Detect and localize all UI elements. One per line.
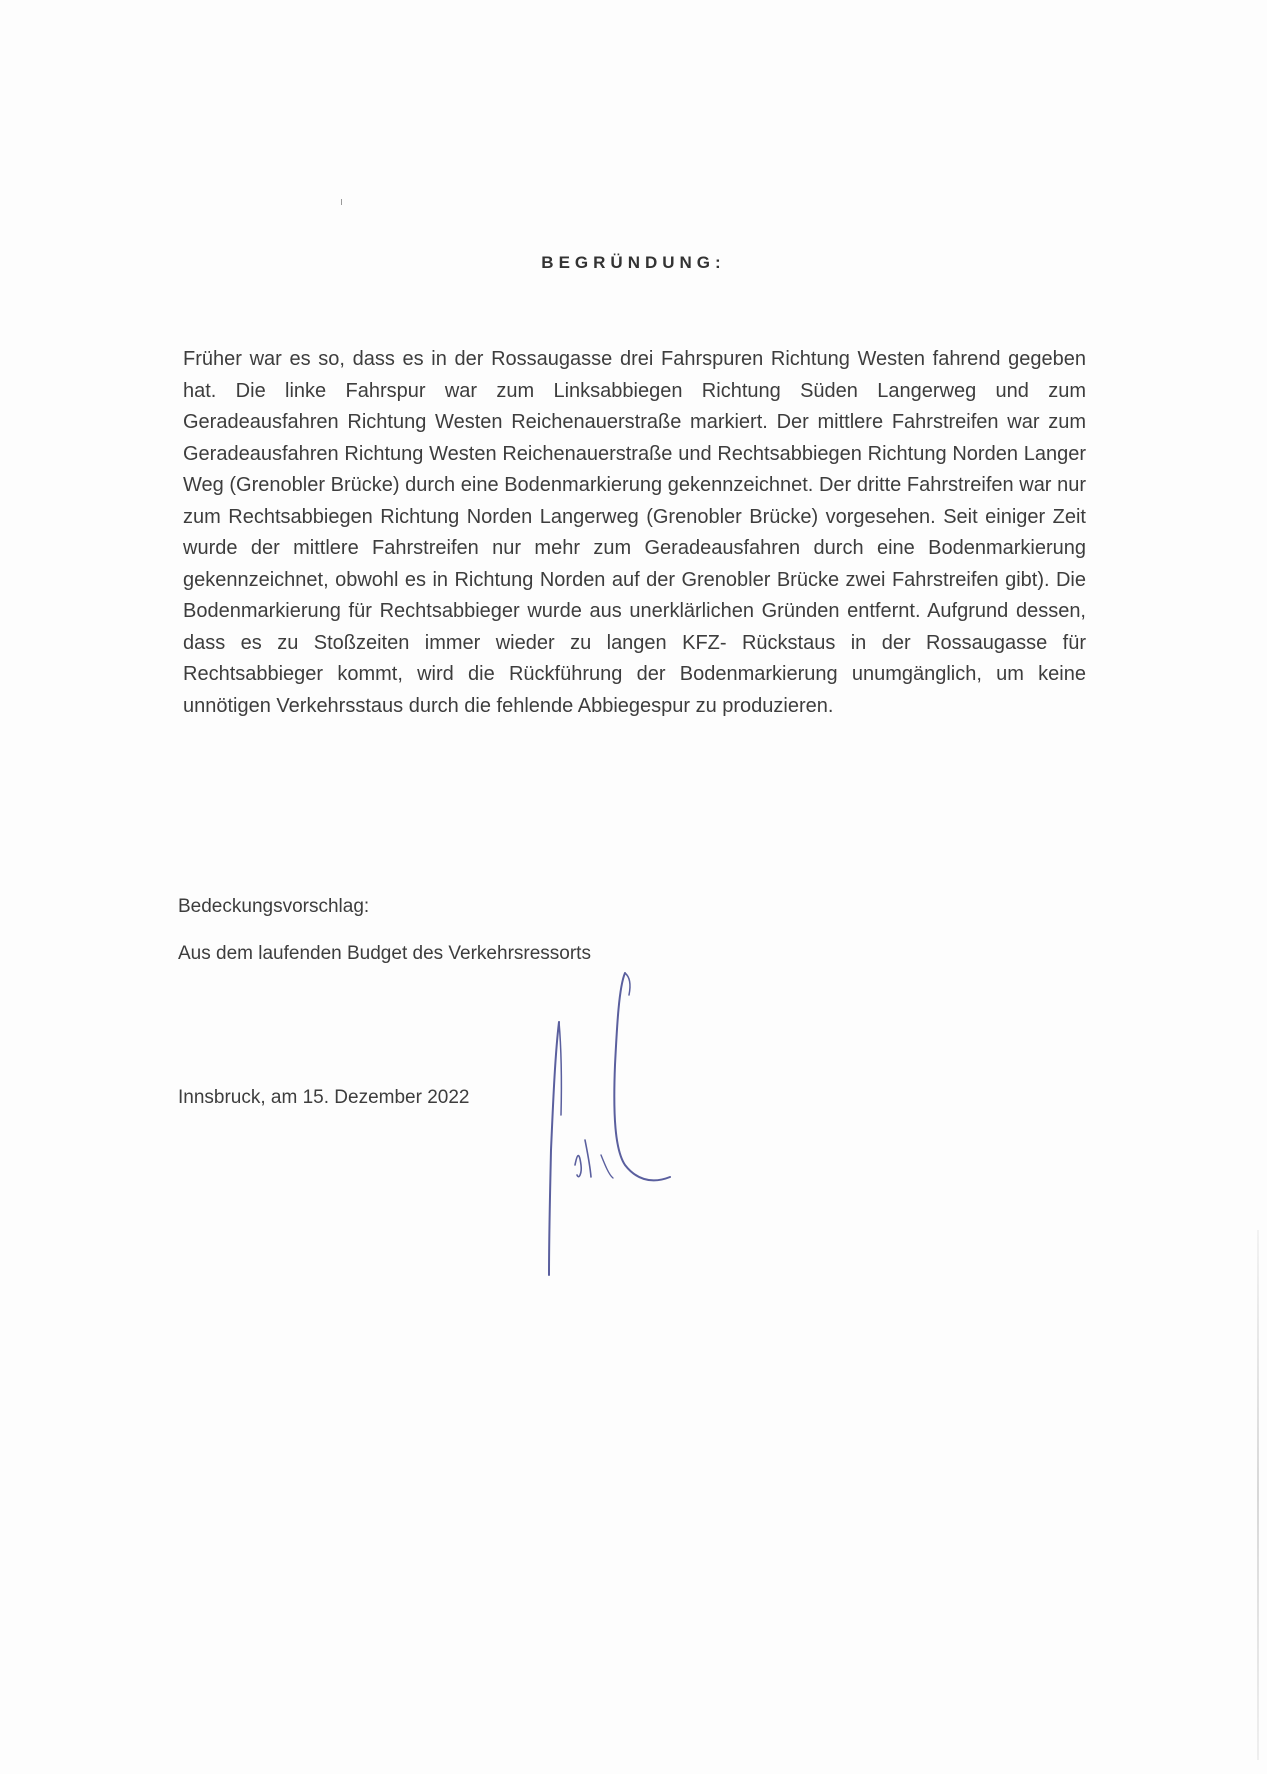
justification-paragraph: Früher war es so, dass es in der Rossaugasse drei Fahrspuren Richtung Westen fahrend gegeben hat. Die linke Fahrspur war zum Linksabbiegen Richtung Süden Langerweg und zum Geradeausfahren Richtung Westen Reichenauerstraße markiert. Der mittlere Fahrstreifen war zum Geradeausfahren Richtung Westen Reichenauerstraße und Rechtsabbiegen Richtung Norden Langer Weg (Grenobler Brücke) durch eine Bodenmarkierung gekennzeichnet. Der dritte Fahrstreifen war nur zum Rechtsabbiegen Richtung Norden Langerweg (Grenobler Brücke) vorgesehen. Seit einiger Zeit wurde der mittlere Fahrstreifen nur mehr zum Geradeausfahren durch eine Bodenmarkierung gekennzeichnet, obwohl es in Richtung Norden auf der Grenobler Brücke zwei Fahrstreifen gibt). Die Bodenmarkierung für Rechtsabbieger wurde aus unerklärlichen Gründen entfernt. Aufgrund dessen, dass es zu Stoßzeiten immer wieder zu langen KFZ- Rückstaus in der Rossaugasse für Rechtsabbieger kommt, wird die Rückführung der Bodenmarkierung unumgänglich, um keine unnötigen Verkehrsstaus durch die fehlende Abbiegespur zu produzieren. — [183, 348, 1086, 717]
coverage-proposal-label: Bedeckungsvorschlag: — [178, 896, 370, 917]
signature-icon — [535, 965, 685, 1285]
scan-edge-shadow — [1257, 1230, 1259, 1760]
scan-artifact — [341, 199, 342, 205]
section-heading: BEGRÜNDUNG: — [541, 253, 726, 272]
place-and-date: Innsbruck, am 15. Dezember 2022 — [178, 1087, 470, 1108]
coverage-proposal-text: Aus dem laufenden Budget des Verkehrsressorts — [178, 943, 591, 964]
